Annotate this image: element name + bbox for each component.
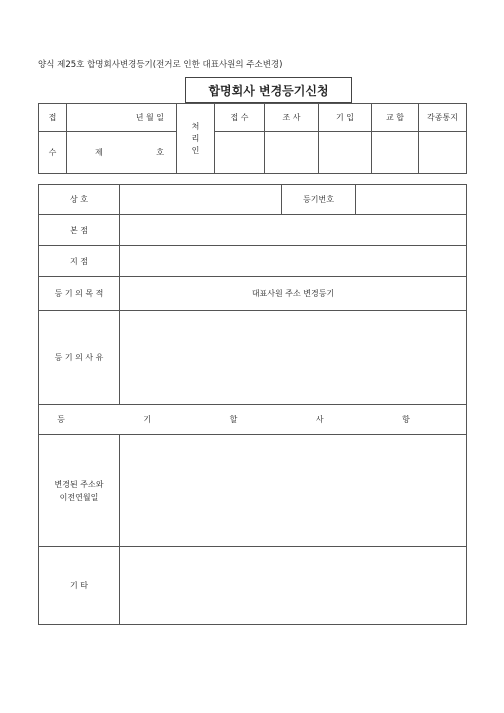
receipt-number-field[interactable] xyxy=(67,132,177,174)
company-name-label: 상 호 xyxy=(39,185,120,215)
other-field[interactable] xyxy=(120,547,467,625)
col-review: 조 사 xyxy=(265,104,319,132)
branch-label: 지 점 xyxy=(39,246,120,277)
je-label: 제 xyxy=(95,148,103,157)
registration-form-table xyxy=(38,184,467,625)
receipt-date-field[interactable]: 년 월 일 xyxy=(67,104,177,132)
company-name-field[interactable] xyxy=(120,185,282,215)
stamp-review-cell[interactable] xyxy=(265,132,319,174)
changed-address-field[interactable] xyxy=(120,435,467,547)
process-stamp-label xyxy=(177,104,215,174)
reg-number-label: 등기번호 xyxy=(282,185,356,215)
stamp-notices-cell[interactable] xyxy=(419,132,467,174)
purpose-value: 대표사원 주소 변경등기 xyxy=(120,277,467,311)
receipt-su-label: 수 xyxy=(39,132,67,174)
process-label-char-3: 인 xyxy=(191,145,200,155)
changed-address-label xyxy=(39,435,120,547)
col-notices: 각종통지 xyxy=(419,104,467,132)
col-entry: 기 입 xyxy=(319,104,372,132)
col-verify: 교 합 xyxy=(372,104,419,132)
process-label-char-2: 리 xyxy=(191,133,200,143)
reason-label: 등 기 의 사 유 xyxy=(39,311,120,405)
stamp-verify-cell[interactable] xyxy=(372,132,419,174)
branch-field[interactable] xyxy=(120,246,467,277)
receipt-jeop-label: 접 xyxy=(39,104,67,132)
head-office-field[interactable] xyxy=(120,215,467,246)
changed-address-label-line-2: 이전연월일 xyxy=(59,492,99,502)
head-office-label: 본 점 xyxy=(39,215,120,246)
process-label-char-1: 처 xyxy=(191,121,200,131)
reg-number-field[interactable] xyxy=(356,185,467,215)
ho-label: 호 xyxy=(156,148,164,157)
receipt-table xyxy=(38,103,467,174)
stamp-receipt-cell[interactable] xyxy=(215,132,265,174)
reason-field[interactable] xyxy=(120,311,467,405)
items-section-header: 등 기 할 사 항 xyxy=(39,405,467,435)
changed-address-label-line-1: 변경된 주소와 xyxy=(54,479,104,489)
form-caption: 양식 제25호 합명회사변경등기(전거로 인한 대표사원의 주소변경) xyxy=(38,60,283,70)
col-receipt: 접 수 xyxy=(215,104,265,132)
other-label: 기 타 xyxy=(39,547,120,625)
purpose-label: 등 기 의 목 적 xyxy=(39,277,120,311)
stamp-entry-cell[interactable] xyxy=(319,132,372,174)
form-title: 합명회사 변경등기신청 xyxy=(185,77,352,103)
